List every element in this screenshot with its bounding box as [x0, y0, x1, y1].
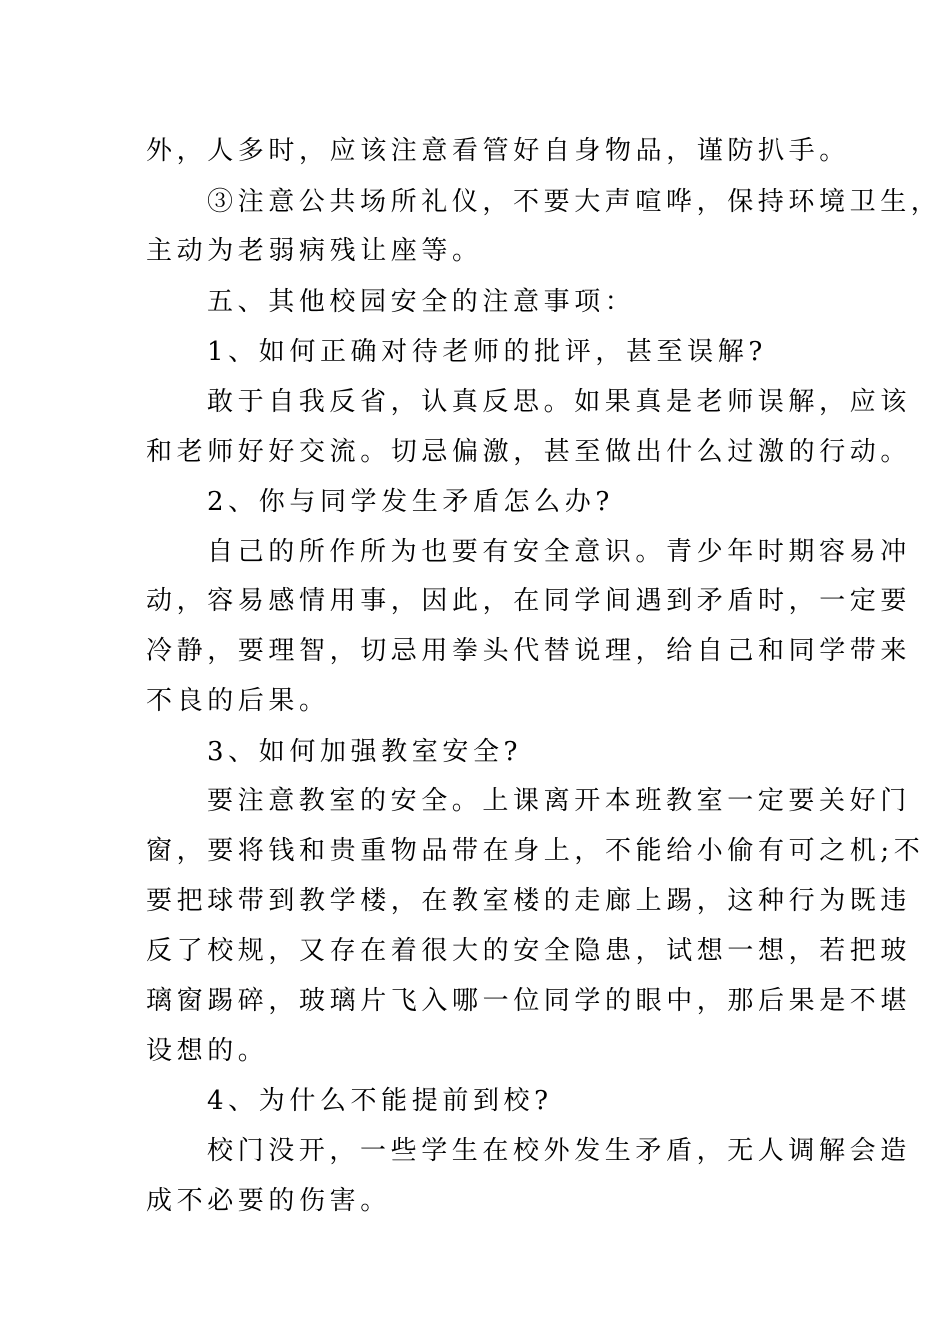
- paragraph-line: 要注意教室的安全。上课离开本班教室一定要关好门: [207, 786, 911, 816]
- paragraph-line: 动，容易感情用事，因此，在同学间遇到矛盾时，一定要: [146, 586, 912, 616]
- paragraph-line: 设想的。: [146, 1036, 269, 1066]
- question-heading: 4、为什么不能提前到校?: [207, 1086, 553, 1116]
- question-heading: 1、如何正确对待老师的批评，甚至误解?: [207, 337, 767, 367]
- paragraph-line: 主动为老弱病残让座等。: [146, 236, 483, 266]
- question-heading: 3、如何加强教室安全?: [207, 737, 523, 767]
- paragraph-line: 冷静，要理智，切忌用拳头代替说理，给自己和同学带来: [146, 636, 912, 666]
- paragraph-line: 不良的后果。: [146, 686, 330, 716]
- question-heading: 2、你与同学发生矛盾怎么办?: [207, 487, 614, 517]
- paragraph-line: 和老师好好交流。切忌偏激，甚至做出什么过激的行动。: [146, 437, 912, 467]
- paragraph-line: 外，人多时，应该注意看管好自身物品，谨防扒手。: [146, 136, 850, 166]
- paragraph-line: 要把球带到教学楼，在教室楼的走廊上踢，这种行为既违: [146, 886, 912, 916]
- section-heading: 五、其他校园安全的注意事项：: [207, 287, 636, 317]
- paragraph-line: 璃窗踢碎，玻璃片飞入哪一位同学的眼中，那后果是不堪: [146, 986, 912, 1016]
- paragraph-line: 窗，要将钱和贵重物品带在身上，不能给小偷有可之机;不: [146, 836, 925, 866]
- paragraph-line: 敢于自我反省，认真反思。如果真是老师误解，应该: [207, 387, 911, 417]
- paragraph-line: 反了校规，又存在着很大的安全隐患，试想一想，若把玻: [146, 936, 912, 966]
- paragraph-line: ③注意公共场所礼仪，不要大声喧哗，保持环境卫生，: [207, 187, 942, 217]
- paragraph-line: 自己的所作所为也要有安全意识。青少年时期容易冲: [207, 537, 911, 567]
- paragraph-line: 成不必要的伤害。: [146, 1186, 391, 1216]
- paragraph-line: 校门没开，一些学生在校外发生矛盾，无人调解会造: [207, 1136, 911, 1166]
